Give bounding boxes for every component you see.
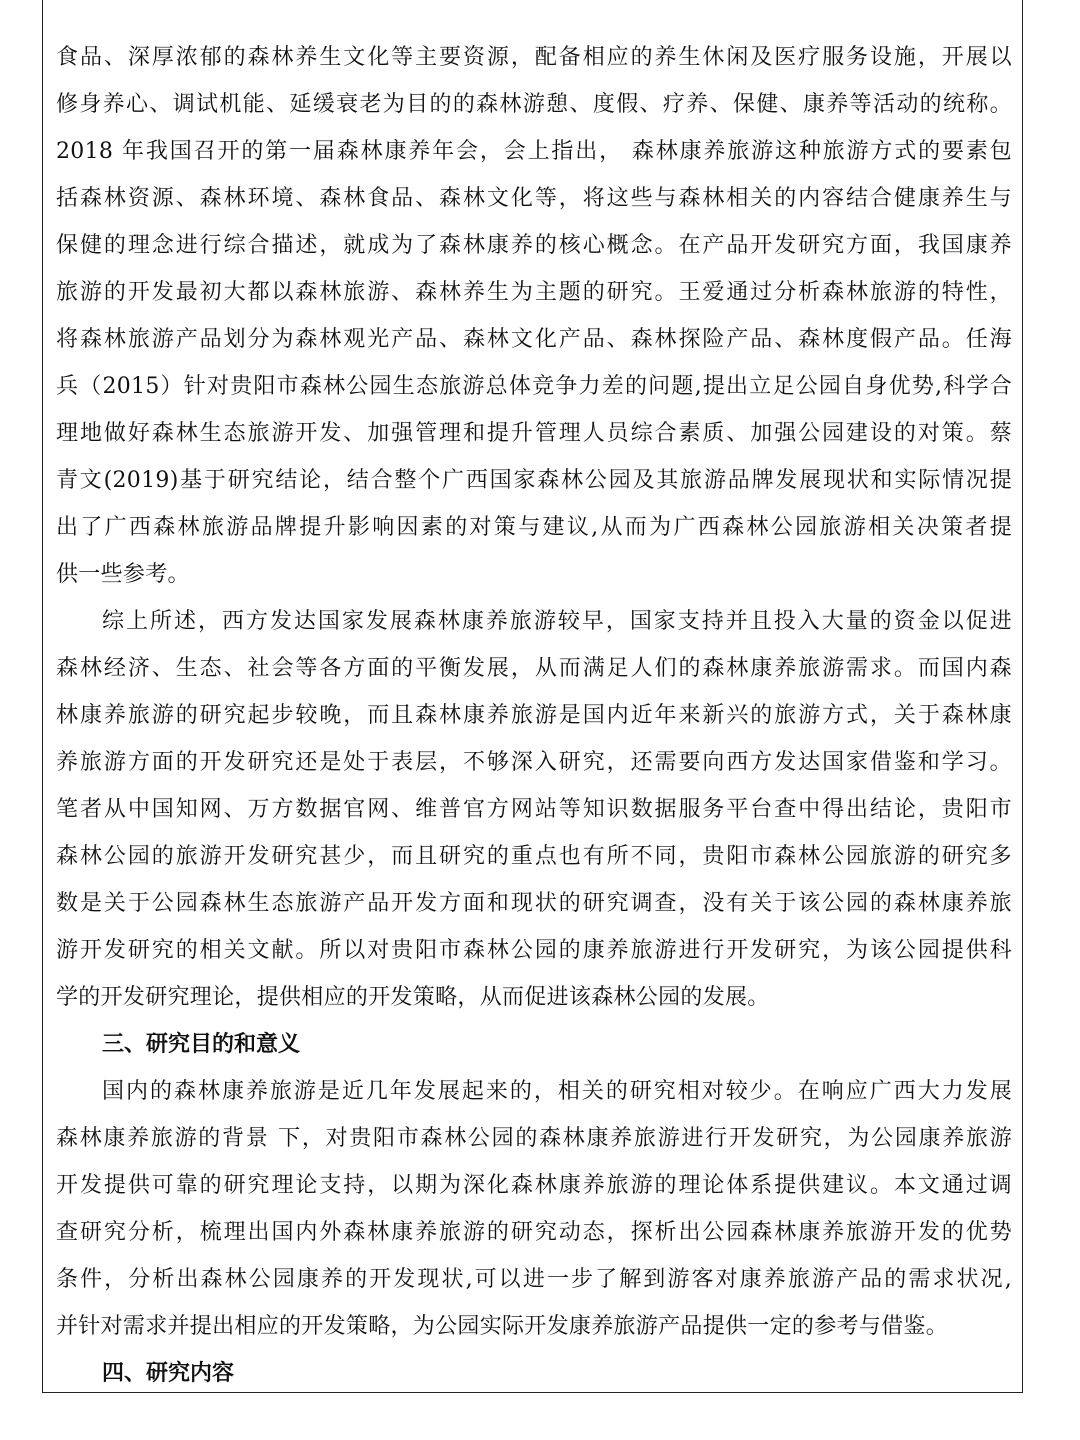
text-line: 森林公园的旅游开发研究甚少，而且研究的重点也有所不同，贵阳市森林公园旅游的研究多 — [56, 844, 1012, 869]
text-line: 并针对需求并提出相应的开发策略，为公园实际开发康养旅游产品提供一定的参考与借鉴。 — [56, 1314, 949, 1339]
text-line: 森林康养旅游的背景 下，对贵阳市森林公园的森林康养旅游进行开发研究，为公园康养旅游 — [56, 1126, 1012, 1151]
text-line: 国内的森林康养旅游是近几年发展起来的，相关的研究相对较少。在响应广西大力发展 — [102, 1079, 1012, 1104]
text-line: 修身养心、调试机能、延缓衰老为目的的森林游憩、度假、疗养、保健、康养等活动的统称。 — [56, 92, 1012, 117]
text-line: 游开发研究的相关文献。所以对贵阳市森林公园的康养旅游进行开发研究，为该公园提供科 — [56, 938, 1012, 963]
text-line: 青文(2019)基于研究结论，结合整个广西国家森林公园及其旅游品牌发展现状和实际情况提 — [56, 468, 1012, 493]
text-line: 综上所述，西方发达国家发展森林康养旅游较早，国家支持并且投入大量的资金以促进 — [102, 609, 1012, 634]
text-line: 2018 年我国召开的第一届森林康养年会，会上指出， 森林康养旅游这种旅游方式的要素包 — [56, 139, 1012, 164]
text-line: 将森林旅游产品划分为森林观光产品、森林文化产品、森林探险产品、森林度假产品。任海 — [56, 327, 1012, 352]
text-line: 森林经济、生态、社会等各方面的平衡发展，从而满足人们的森林康养旅游需求。而国内森 — [56, 656, 1012, 681]
paragraph-2 — [56, 598, 1012, 1021]
text-line: 查研究分析，梳理出国内外森林康养旅游的研究动态，探析出公园森林康养旅游开发的优势 — [56, 1220, 1012, 1245]
text-line: 开发提供可靠的研究理论支持，以期为深化森林康养旅游的理论体系提供建议。本文通过调 — [56, 1173, 1012, 1198]
section-heading-research-purpose: 三、研究目的和意义 — [102, 1031, 301, 1057]
text-line: 林康养旅游的研究起步较晚，而且森林康养旅游是国内近年来新兴的旅游方式，关于森林康 — [56, 703, 1012, 728]
paragraph-3 — [56, 1068, 1012, 1350]
text-line: 供一些参考。 — [56, 562, 190, 587]
text-line: 数是关于公园森林生态旅游产品开发方面和现状的研究调查，没有关于该公园的森林康养旅 — [56, 891, 1012, 916]
paragraph-1 — [56, 34, 1012, 598]
document-body — [56, 34, 1012, 1397]
text-line: 理地做好森林生态旅游开发、加强管理和提升管理人员综合素质、加强公园建设的对策。蔡 — [56, 421, 1012, 446]
text-line: 学的开发研究理论，提供相应的开发策略，从而促进该森林公园的发展。 — [56, 985, 770, 1010]
text-line: 兵（2015）针对贵阳市森林公园生态旅游总体竞争力差的问题,提出立足公园自身优势,科学合 — [56, 374, 1012, 399]
text-line: 笔者从中国知网、万方数据官网、维普官方网站等知识数据服务平台查中得出结论，贵阳市 — [56, 797, 1012, 822]
text-line: 旅游的开发最初大都以森林旅游、森林养生为主题的研究。王爱通过分析森林旅游的特性， — [56, 280, 1012, 305]
text-line: 食品、深厚浓郁的森林养生文化等主要资源，配备相应的养生休闲及医疗服务设施，开展以 — [56, 45, 1012, 70]
text-line: 条件，分析出森林公园康养的开发现状,可以进一步了解到游客对康养旅游产品的需求状况, — [56, 1267, 1012, 1292]
text-line: 出了广西森林旅游品牌提升影响因素的对策与建议,从而为广西森林公园旅游相关决策者提 — [56, 515, 1012, 540]
text-line: 养旅游方面的开发研究还是处于表层，不够深入研究，还需要向西方发达国家借鉴和学习。 — [56, 750, 1012, 775]
text-line: 括森林资源、森林环境、森林食品、森林文化等，将这些与森林相关的内容结合健康养生与 — [56, 186, 1012, 211]
section-heading-research-content: 四、研究内容 — [102, 1360, 235, 1386]
text-line: 保健的理念进行综合描述，就成为了森林康养的核心概念。在产品开发研究方面，我国康养 — [56, 233, 1012, 258]
